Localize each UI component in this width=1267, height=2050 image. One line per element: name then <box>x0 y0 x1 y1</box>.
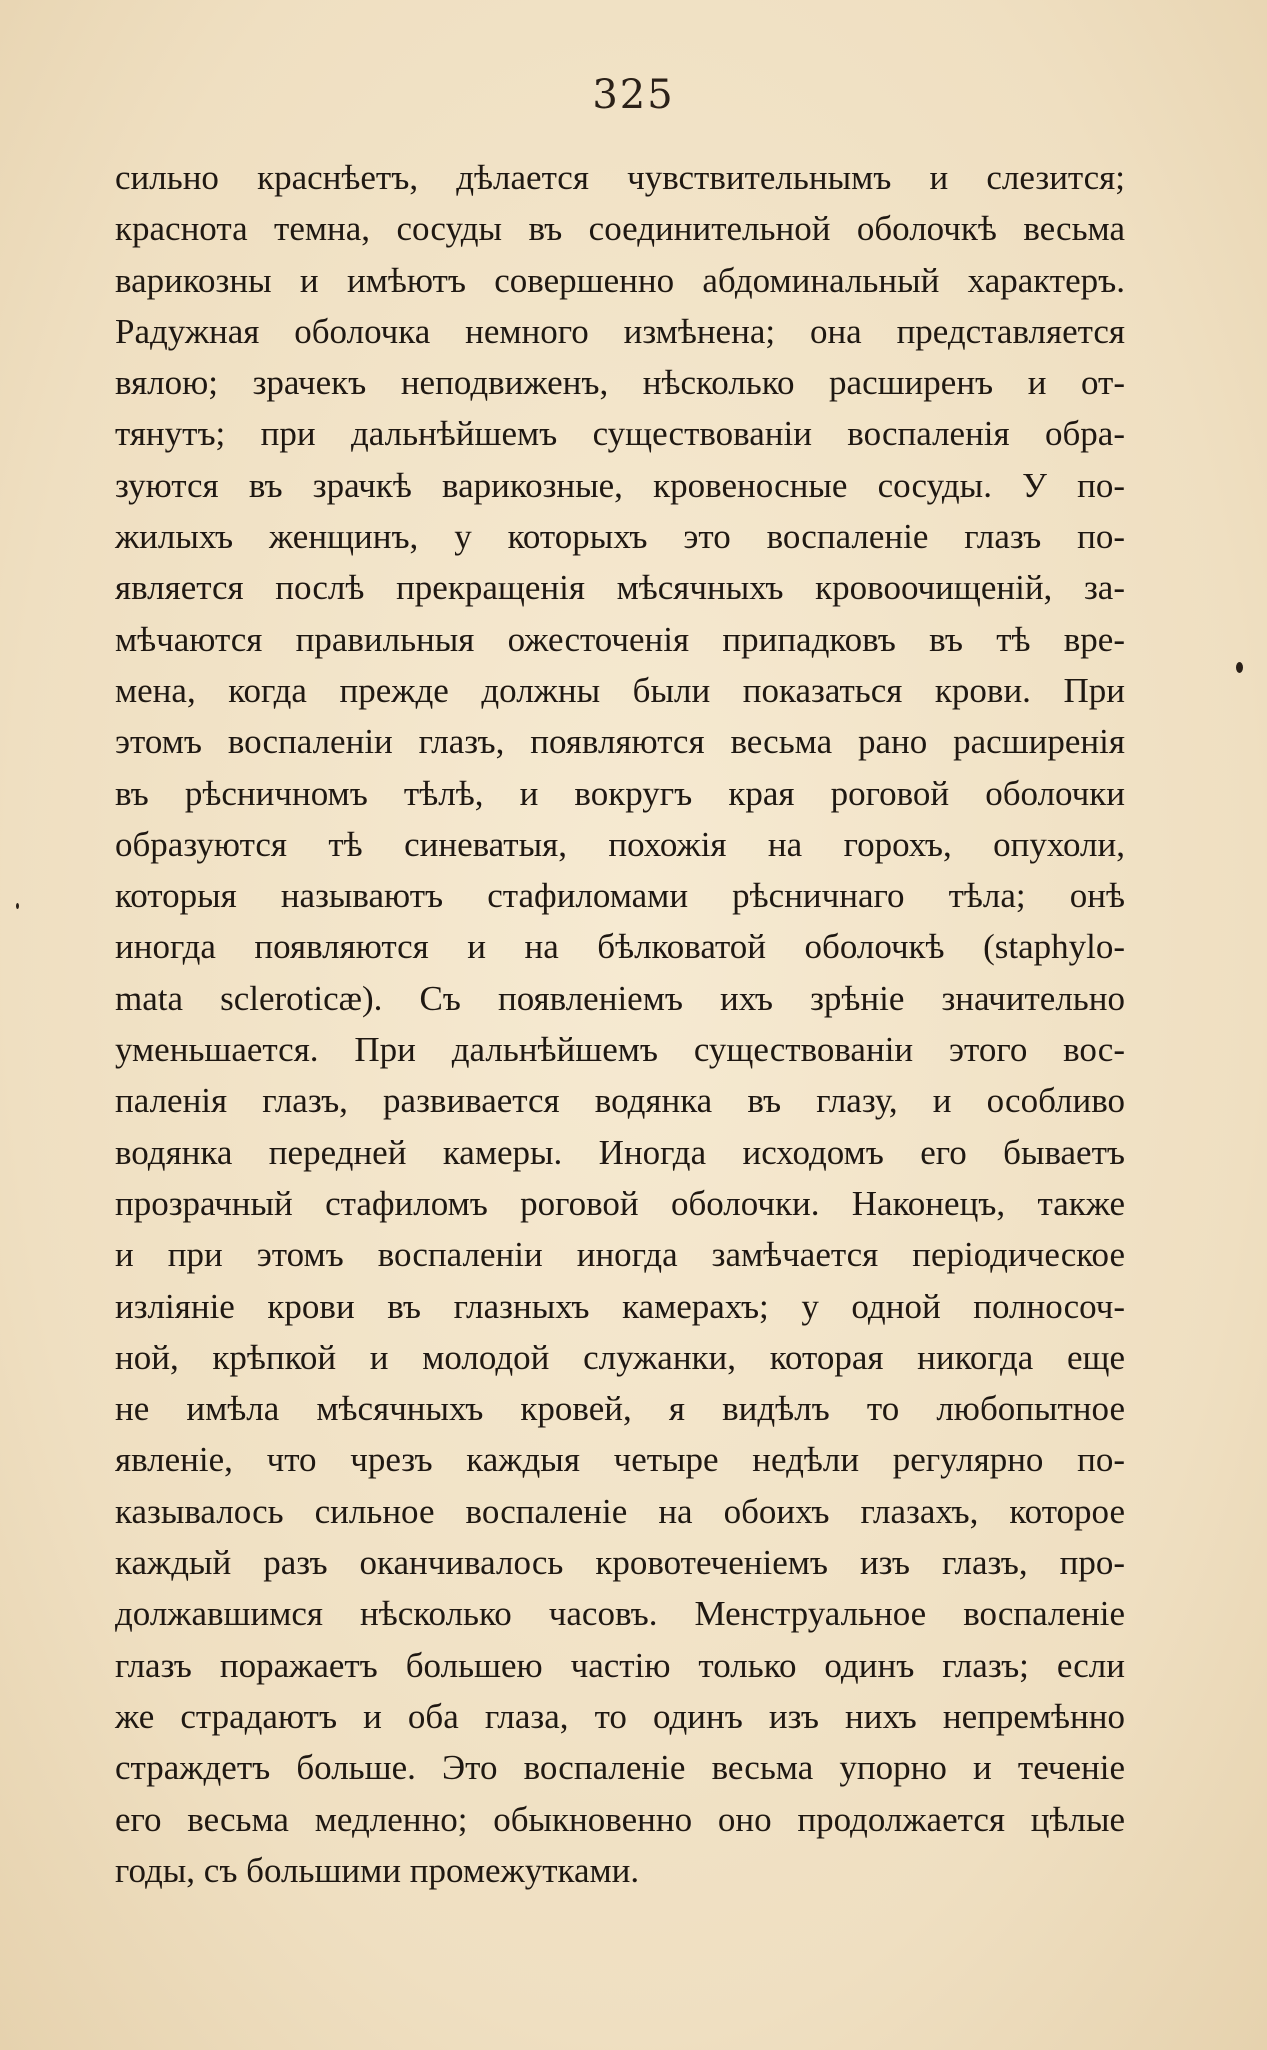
text-line: страждетъ больше. Это воспаленіе весьма упорно и теченіе <box>115 1748 1125 1788</box>
ink-speck <box>16 903 19 909</box>
text-line: вялою; зрачекъ неподвиженъ, нѣсколько расширенъ и от- <box>115 363 1125 403</box>
text-line: же страдаютъ и оба глаза, то одинъ изъ нихъ непремѣнно <box>115 1696 1125 1736</box>
text-line: иногда появляются и на бѣлковатой оболочкѣ (staphylo- <box>115 927 1125 967</box>
text-line: зуются въ зрачкѣ варикозные, кровеносные сосуды. У по- <box>115 465 1125 505</box>
text-line: изліяніе крови въ глазныхъ камерахъ; у одной полносоч- <box>115 1286 1125 1326</box>
ink-speck <box>1236 662 1243 673</box>
text-line: въ рѣсничномъ тѣлѣ, и вокругъ края роговой оболочки <box>115 773 1125 813</box>
text-line: жилыхъ женщинъ, у которыхъ это воспаленіе глазъ по- <box>115 517 1125 557</box>
text-line: сильно краснѣетъ, дѣлается чувствительнымъ и слезится; <box>115 158 1125 197</box>
text-line: не имѣла мѣсячныхъ кровей, я видѣлъ то любопытное <box>115 1389 1125 1429</box>
text-line: казывалось сильное воспаленіе на обоихъ глазахъ, которое <box>115 1491 1125 1531</box>
text-line: является послѣ прекращенія мѣсячныхъ кровоочищеній, за- <box>115 568 1125 608</box>
text-line: прозрачный стафиломъ роговой оболочки. Наконецъ, также <box>115 1183 1125 1223</box>
text-line: каждый разъ оканчивалось кровотеченіемъ изъ глазъ, про- <box>115 1543 1125 1583</box>
text-line: и при этомъ воспаленіи иногда замѣчается періодическое <box>115 1235 1125 1275</box>
text-line: водянка передней камеры. Иногда исходомъ его бываетъ <box>115 1132 1125 1172</box>
text-line: уменьшается. При дальнѣйшемъ существованіи этого вос- <box>115 1030 1125 1070</box>
text-line: годы, съ большими промежутками. <box>115 1850 640 1890</box>
text-line: мена, когда прежде должны были показаться крови. При <box>115 670 1125 710</box>
text-line: тянутъ; при дальнѣйшемъ существованіи воспаленія обра- <box>115 414 1125 454</box>
page-number: 325 <box>592 72 675 118</box>
text-line: Радужная оболочка немного измѣнена; она представляется <box>115 311 1125 351</box>
text-line: которыя называютъ стафиломами рѣсничнаго тѣла; онѣ <box>115 876 1125 916</box>
text-line: этомъ воспаленіи глазъ, появляются весьма рано расширенія <box>115 722 1125 762</box>
text-line: краснота темна, сосуды въ соединительной оболочкѣ весьма <box>115 209 1125 249</box>
text-line: явленіе, что чрезъ каждыя четыре недѣли регулярно по- <box>115 1440 1125 1480</box>
text-line: паленія глазъ, развивается водянка въ глазу, и особливо <box>115 1081 1125 1121</box>
text-line: варикозны и имѣютъ совершенно абдоминальный характеръ. <box>115 260 1125 300</box>
body-text <box>115 152 1125 1896</box>
text-line: должавшимся нѣсколько часовъ. Менструальное воспаленіе <box>115 1594 1125 1634</box>
text-line: mata scleroticæ). Съ появленіемъ ихъ зрѣніе значительно <box>115 978 1125 1018</box>
text-line: образуются тѣ синеватыя, похожія на горохъ, опухоли, <box>115 824 1125 864</box>
text-line: мѣчаются правильныя ожесточенія припадковъ въ тѣ вре- <box>115 619 1125 659</box>
text-line: глазъ поражаетъ большею частію только одинъ глазъ; если <box>115 1645 1125 1685</box>
text-line: ной, крѣпкой и молодой служанки, которая никогда еще <box>115 1337 1125 1377</box>
text-line: его весьма медленно; обыкновенно оно продолжается цѣлые <box>115 1799 1125 1839</box>
